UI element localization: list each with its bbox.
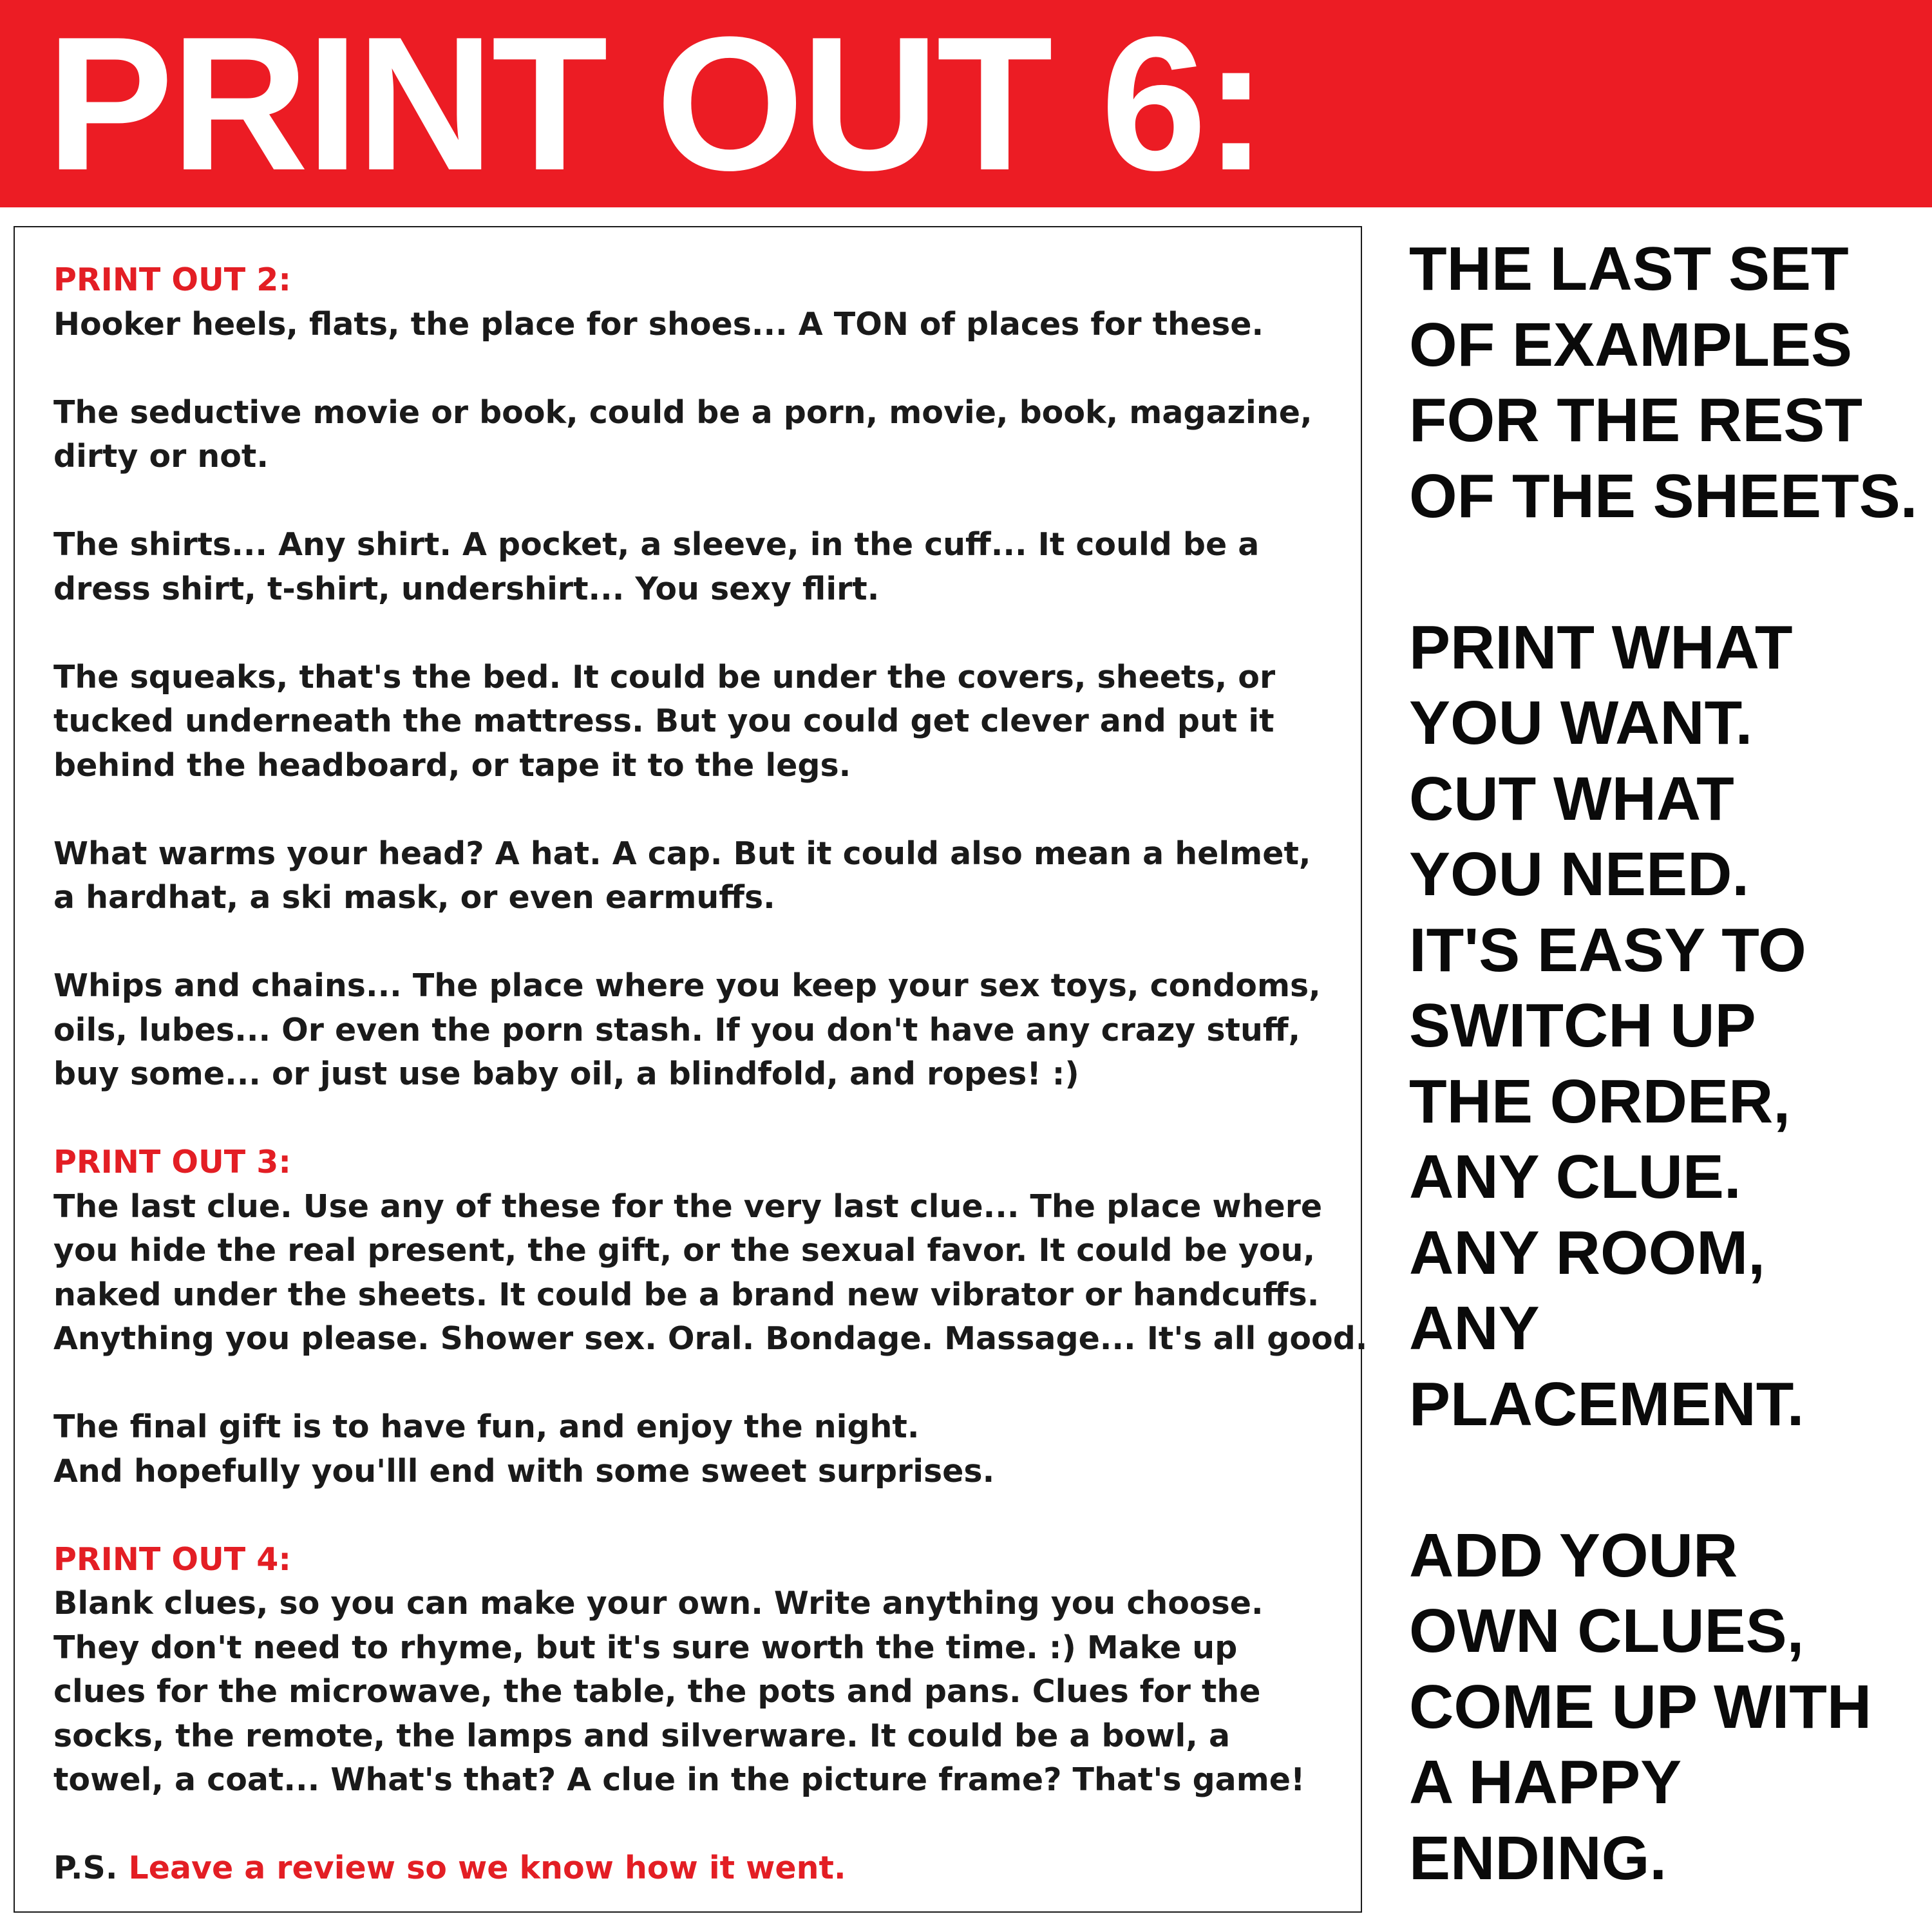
sidebar-line: OWN CLUES, (1409, 1596, 1804, 1665)
title-banner (0, 0, 1932, 210)
text-line: behind the headboard, or tape it to the legs. (53, 746, 851, 784)
sidebar-line: CUT WHAT (1409, 764, 1734, 833)
sidebar-line: OF THE SHEETS. (1409, 461, 1918, 531)
text-line: Anything you please. Shower sex. Oral. Bondage. Massage... It's all good. (53, 1320, 1368, 1357)
text-line: The last clue. Use any of these for the very last clue... The place where (53, 1188, 1323, 1225)
print-out-4-heading: PRINT OUT 4: (53, 1540, 291, 1578)
sidebar-line: ENDING. (1409, 1823, 1667, 1893)
sidebar-line: THE ORDER, (1409, 1066, 1791, 1136)
sidebar-block-closing (1409, 1518, 1932, 1897)
text-line: Whips and chains... The place where you keep your sex toys, condoms, (53, 967, 1321, 1004)
text-line: They don't need to rhyme, but it's sure worth the time. :) Make up (53, 1629, 1238, 1666)
sidebar-instructions (1409, 231, 1932, 1896)
sidebar-line: PRINT WHAT (1409, 612, 1793, 682)
print-out-2-section (53, 258, 1354, 1097)
print-out-4-section (53, 1538, 1354, 1803)
text-line: dirty or not. (53, 438, 269, 475)
text-line: towel, a coat... What's that? A clue in the picture frame? That's game! (53, 1761, 1305, 1798)
sidebar-line: COME UP WITH (1409, 1672, 1872, 1741)
text-line: The seductive movie or book, could be a porn, movie, book, magazine, (53, 393, 1312, 431)
sidebar-line: OF EXAMPLES (1409, 310, 1853, 379)
sidebar-line: ANY CLUE. (1409, 1142, 1741, 1211)
sidebar-line: ADD YOUR (1409, 1520, 1738, 1590)
print-out-3-section (53, 1141, 1368, 1493)
text-line: tucked underneath the mattress. But you could get clever and put it (53, 703, 1274, 739)
print-out-3-heading: PRINT OUT 3: (53, 1144, 291, 1180)
text-line: a hardhat, a ski mask, or even earmuffs. (53, 879, 775, 916)
text-line: The shirts... Any shirt. A pocket, a sleeve, in the cuff... It could be a (53, 526, 1260, 563)
text-line: dress shirt, t-shirt, undershirt... You sexy flirt. (53, 570, 880, 607)
ps-prefix: P.S. (53, 1850, 129, 1886)
text-line: socks, the remote, the lamps and silverware. It could be a bowl, a (53, 1717, 1231, 1754)
sidebar-line: YOU NEED. (1409, 840, 1750, 909)
sidebar-line: YOU WANT. (1409, 688, 1753, 757)
text-line: clues for the microwave, the table, the pots and pans. Clues for the (53, 1673, 1261, 1710)
examples-content (53, 258, 1368, 1891)
sidebar-block-intro (1409, 231, 1932, 534)
text-line: naked under the sheets. It could be a brand new vibrator or handcuffs. (53, 1276, 1320, 1313)
text-line: The squeaks, that's the bed. It could be under the covers, sheets, or (53, 658, 1276, 696)
text-line: you hide the real present, the gift, or the sexual favor. It could be you, (53, 1232, 1316, 1269)
sidebar-line: IT'S EASY TO (1409, 915, 1806, 985)
text-line: What warms your head? A hat. A cap. But it could also mean a helmet, (53, 835, 1311, 872)
sidebar-line: PLACEMENT. (1409, 1369, 1804, 1439)
ps-note (53, 1846, 1354, 1891)
page-title: PRINT OUT 6: (46, 0, 1265, 210)
sidebar-line: ANY ROOM, (1409, 1218, 1765, 1287)
sidebar-line: THE LAST SET (1409, 234, 1849, 303)
text-line: oils, lubes... Or even the porn stash. If you don't have any crazy stuff, (53, 1011, 1301, 1048)
text-line: buy some... or just use baby oil, a blindfold, and ropes! :) (53, 1056, 1079, 1092)
text-line: Blank clues, so you can make your own. Write anything you choose. (53, 1585, 1264, 1622)
text-line: The final gift is to have fun, and enjoy the night. (53, 1408, 920, 1445)
text-line: And hopefully you'lll end with some sweet surprises. (53, 1452, 995, 1490)
sidebar-line: SWITCH UP (1409, 991, 1756, 1060)
text-line: Hooker heels, flats, the place for shoes... A TON of places for these. (53, 305, 1264, 343)
sidebar-block-instructions (1409, 610, 1932, 1443)
examples-box (14, 226, 1368, 1913)
sidebar-line: A HAPPY (1409, 1748, 1682, 1817)
review-request: Leave a review so we know how it went. (128, 1850, 846, 1886)
print-out-2-heading: PRINT OUT 2: (53, 261, 291, 298)
sidebar-line: ANY (1409, 1294, 1540, 1363)
sidebar-line: FOR THE REST (1409, 386, 1863, 455)
